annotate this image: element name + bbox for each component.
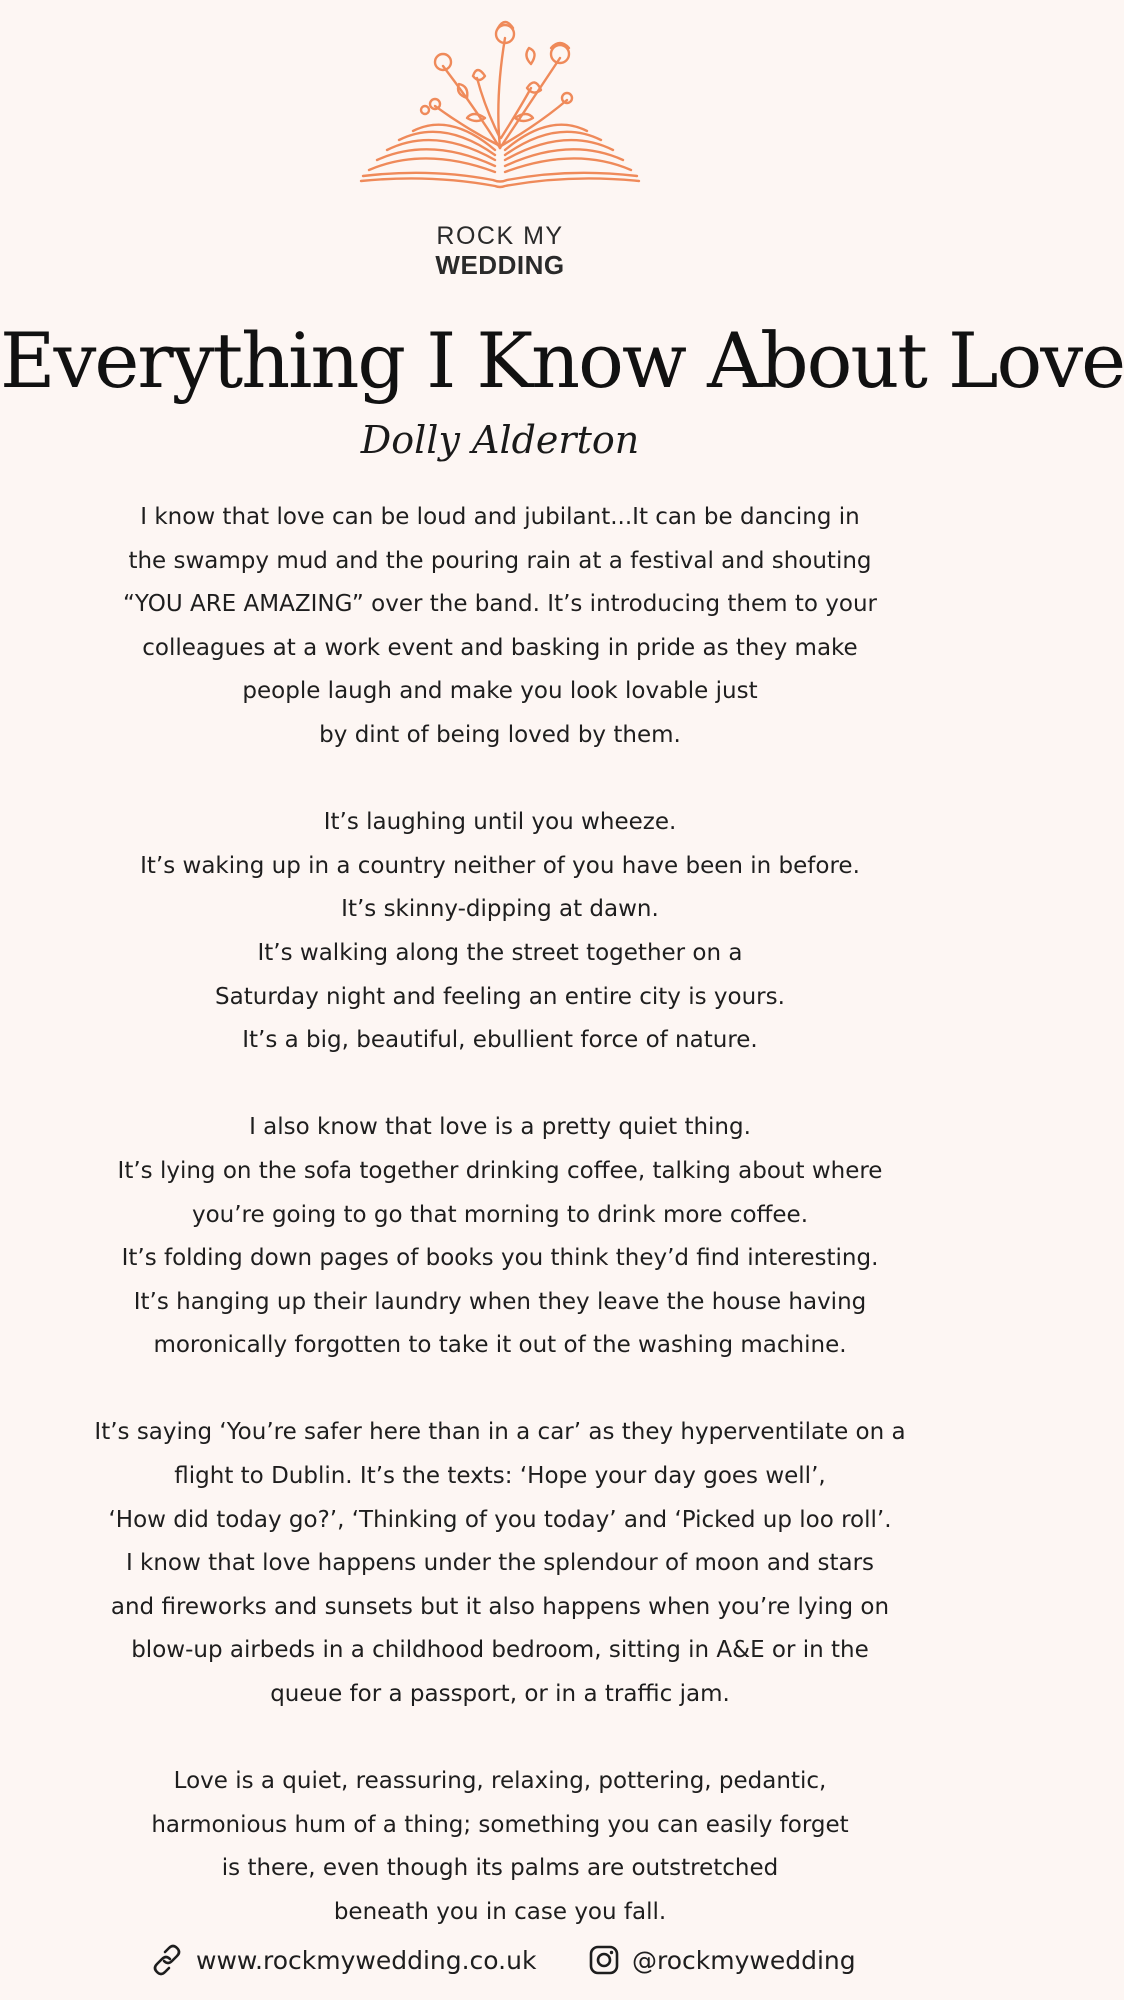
brand-name-line1: ROCK MY [436,222,564,250]
stanza-break [0,1063,1000,1107]
poem-line: colleagues at a work event and basking in pride as they make [142,634,858,661]
poem-line: flight to Dublin. It’s the texts: ‘Hope your day goes well’, [174,1463,826,1490]
poem-line: is there, even though its palms are outstretched [221,1855,779,1882]
poem-line: I also know that love is a pretty quiet thing. [249,1114,751,1141]
poem-line: queue for a passport, or in a traffic jam. [270,1681,730,1708]
poem-line: It’s lying on the sofa together drinking coffee, talking about where [117,1157,883,1184]
link-icon [150,1943,184,1977]
poem-line: It’s a big, beautiful, ebullient force of nature. [242,1027,758,1054]
poem-line: Saturday night and feeling an entire city is yours. [215,983,785,1010]
poem-line: “YOU ARE AMAZING” over the band. It’s introducing them to your [123,591,877,618]
poem-line: It’s hanging up their laundry when they leave the house having [133,1288,867,1315]
poem-line: by dint of being loved by them. [319,721,681,748]
poem-line: beneath you in case you fall. [333,1899,667,1925]
poem-line: It’s saying ‘You’re safer here than in a car’ as they hyperventilate on a [94,1419,906,1446]
poem-title: Everything I Know About Love [0,316,1124,405]
poem-line: It’s walking along the street together on a [257,939,743,966]
instagram-icon [588,1944,620,1976]
website-link[interactable] [150,1940,536,1980]
poem-line: It’s waking up in a country neither of you have been in before. [140,852,860,879]
poem-line: I know that love can be loud and jubilant...It can be dancing in [140,504,860,530]
book-flowers-logo-illustration [355,18,645,193]
poem-line: harmonious hum of a thing; something you can easily forget [151,1811,849,1838]
brand-name-line2: WEDDING [435,250,565,280]
poem-line: Love is a quiet, reassuring, relaxing, pottering, pedantic, [173,1768,827,1795]
footer [0,1940,880,1980]
instagram-link[interactable] [588,1940,856,1980]
instagram-handle: @rockmywedding [632,1945,856,1975]
poem-line: It’s laughing until you wheeze. [323,809,677,836]
website-url: www.rockmywedding.co.uk [196,1945,537,1975]
poem-line: It’s folding down pages of books you think they’d find interesting. [121,1245,879,1272]
poem-line: you’re going to go that morning to drink more coffee. [191,1201,809,1228]
stanza-break [0,1368,1000,1412]
poem-line: and fireworks and sunsets but it also happens when you’re lying on [110,1593,890,1620]
poem-line: It’s skinny-dipping at dawn. [341,896,659,923]
poem-line: people laugh and make you look lovable just [242,678,758,705]
poem-line: ‘How did today go?’, ‘Thinking of you today’ and ‘Picked up loo roll’. [108,1506,892,1533]
stanza-break [0,1717,1000,1761]
stanza-break [0,758,1000,802]
poem-author: Dolly Alderton [360,418,640,462]
poem-line: moronically forgotten to take it out of the washing machine. [153,1332,847,1359]
poem-body [0,496,1000,1935]
poem-line: I know that love happens under the splendour of moon and stars [125,1550,875,1577]
poem-line: blow-up airbeds in a childhood bedroom, sitting in A&E or in the [131,1637,869,1664]
poem-line: the swampy mud and the pouring rain at a festival and shouting [128,547,872,574]
